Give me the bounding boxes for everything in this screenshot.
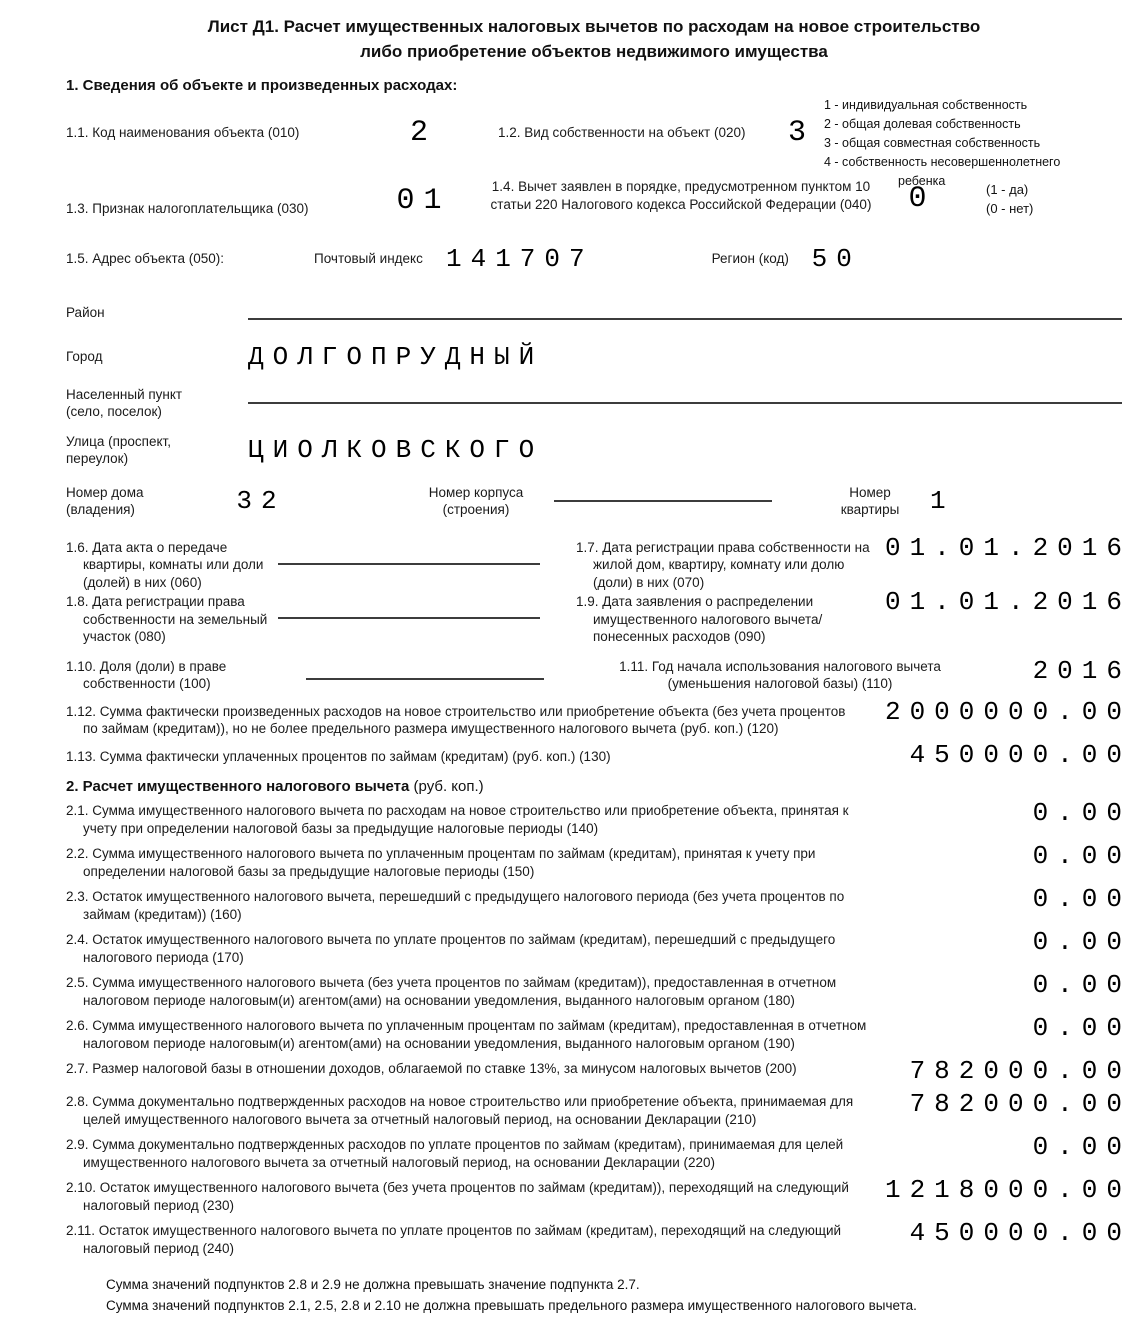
value-010[interactable]: 2 (409, 116, 437, 150)
label-170: 2.4. Остаток имущественного налогового вычета по уплате процентов по займам (кредитам), перешедший с предыдущего налогового периода (170) (66, 931, 836, 965)
value-090[interactable]: 01.01.2016 (884, 587, 1131, 617)
value-street[interactable]: ЦИОЛКОВСКОГО (248, 435, 544, 465)
value-220[interactable]: 0.00 (1032, 1131, 1131, 1162)
label-district: Район (66, 305, 105, 320)
value-020[interactable]: 3 (788, 116, 816, 150)
label-060: 1.6. Дата акта о передаче квартиры, комнаты или доли (долей) в них (060) (66, 539, 264, 590)
value-200[interactable]: 782000.00 (909, 1055, 1131, 1086)
label-180: 2.5. Сумма имущественного налогового вычета (без учета процентов по займам (кредитам)), предоставленная в отчетном налоговом периоде налоговым(и) агентом(ами) на основании уведомления, выданного налоговым органом (180) (66, 974, 837, 1008)
blank-line-080[interactable] (278, 617, 540, 619)
ownership-legend (824, 96, 1092, 191)
label-090: 1.9. Дата заявления о распределении имущественного налогового вычета/ понесенных расходов (090) (576, 594, 823, 644)
footnote-1: Сумма значений подпунктов 2.8 и 2.9 не должна превышать значение подпункта 2.7. (106, 1276, 640, 1292)
footnote-2: Сумма значений подпунктов 2.1, 2.5, 2.8 и 2.10 не должна превышать предельного размера имущественного налогового вычета. (106, 1297, 917, 1313)
value-040[interactable]: 0 (908, 182, 936, 216)
label-040: 1.4. Вычет заявлен в порядке, предусмотренном пунктом 10 статьи 220 Налогового кодекса Российской Федерации (040) (490, 179, 872, 212)
label-region-code: Регион (код) (711, 251, 789, 267)
value-city[interactable]: ДОЛГОПРУДНЫЙ (248, 341, 544, 372)
hint-no: (0 - нет) (986, 201, 1034, 216)
label-140: 2.1. Сумма имущественного налогового вычета по расходам на новое строительство или приобретение объекта, принятая к учету при определении налоговой базы за предыдущие налоговые периоды (140) (66, 802, 849, 836)
label-230: 2.10. Остаток имущественного налогового вычета (без учета процентов по займам (кредитам)), переходящий на следующий налоговый период (230) (66, 1179, 849, 1213)
value-180[interactable]: 0.00 (1032, 969, 1131, 1000)
label-150: 2.2. Сумма имущественного налогового вычета по уплаченным процентам по займам (кредитам), принятая к учету при определении налоговой базы за предыдущие налоговые периоды (150) (66, 845, 816, 879)
value-070[interactable]: 01.01.2016 (884, 532, 1131, 563)
legend-item: 1 - индивидуальная собственность (824, 98, 1028, 112)
legend-item: 4 - собственность несовершеннолетнего (824, 155, 1061, 169)
form-title-line2: либо приобретение объектов недвижимого имущества (360, 42, 828, 61)
label-110: 1.11. Год начала использования налогового вычета (уменьшения налоговой базы) (110) (619, 658, 941, 691)
label-street: Улица (проспект, переулок) (66, 433, 171, 466)
value-230[interactable]: 1218000.00 (884, 1174, 1131, 1205)
label-100: 1.10. Доля (доли) в праве собственности (100) (66, 658, 227, 691)
value-190[interactable]: 0.00 (1032, 1012, 1131, 1043)
value-170[interactable]: 0.00 (1032, 926, 1131, 957)
label-220: 2.9. Сумма документально подтвержденных расходов по уплате процентов по займам (кредитам), принимаемая для целей имущественного налогового вычета за отчетный налоговый период, на основании Декларации (220) (66, 1136, 844, 1170)
blank-line-060[interactable] (278, 563, 540, 565)
value-region-code[interactable]: 50 (811, 244, 861, 274)
label-200: 2.7. Размер налоговой базы в отношении доходов, облагаемой по ставке 13%, за минусом налоговых вычетов (200) (66, 1060, 797, 1076)
value-postal-index[interactable]: 141707 (446, 244, 594, 274)
form-title-line1: Лист Д1. Расчет имущественных налоговых вычетов по расходам на новое строительство (207, 17, 981, 36)
label-070: 1.7. Дата регистрации права собственности на жилой дом, квартиру, комнату или долю (доли) в них (070) (576, 539, 870, 590)
label-120: 1.12. Сумма фактически произведенных расходов на новое строительство или приобретение объекта (без учета процентов по займам (кредитам)), но не более предельного размера имущественного налогового вычета (руб. коп.) (120) (66, 703, 846, 736)
blank-line-100[interactable] (306, 678, 544, 680)
value-apartment-number[interactable]: 1 (930, 486, 955, 516)
value-house-number[interactable]: 32 (236, 486, 286, 516)
value-130[interactable]: 450000.00 (909, 739, 1131, 770)
label-020: 1.2. Вид собственности на объект (020) (498, 125, 746, 140)
value-210[interactable]: 782000.00 (909, 1088, 1131, 1119)
value-140[interactable]: 0.00 (1032, 797, 1131, 828)
section2-header (66, 778, 1122, 795)
label-050: 1.5. Адрес объекта (050): (66, 251, 225, 267)
label-080: 1.8. Дата регистрации права собственности на земельный участок (080) (66, 594, 268, 644)
label-190: 2.6. Сумма имущественного налогового вычета по уплаченным процентам по займам (кредитам), предоставленная в отчетном налоговом периоде налоговым(и) агентом(ами) на основании уведомления, выданного налоговым органом (190) (66, 1017, 867, 1051)
district-blank-line[interactable] (248, 318, 1122, 320)
form-title (66, 10, 1122, 64)
legend-item: 2 - общая долевая собственность (824, 117, 1021, 131)
building-blank-line[interactable] (554, 500, 772, 502)
label-city: Город (66, 348, 103, 364)
label-house-number: Номер дома (владения) (66, 484, 144, 517)
value-240[interactable]: 450000.00 (909, 1217, 1131, 1248)
label-apartment-number: Номер квартиры (840, 484, 900, 517)
section2-header-bold: 2. Расчет имущественного налогового вычета (66, 777, 410, 795)
value-160[interactable]: 0.00 (1032, 883, 1131, 914)
label-030: 1.3. Признак налогоплательщика (030) (66, 201, 309, 216)
value-150[interactable]: 0.00 (1032, 840, 1131, 871)
value-120[interactable]: 2000000.00 (884, 696, 1131, 727)
hint-yes: (1 - да) (986, 182, 1029, 197)
label-settlement: Населенный пункт (село, поселок) (66, 386, 183, 419)
label-010: 1.1. Код наименования объекта (010) (66, 125, 300, 140)
value-030[interactable]: 01 (396, 184, 451, 218)
legend-item: 3 - общая совместная собственность (824, 136, 1041, 150)
value-110[interactable]: 2016 (1032, 655, 1131, 686)
label-210: 2.8. Сумма документально подтвержденных расходов на новое строительство или приобретение объекта, принимаемая для целей имущественного налогового вычета за отчетный налоговый период, на основании Декларации (210) (66, 1093, 854, 1127)
legend-item: ребенка (898, 174, 946, 188)
section1-header: 1. Сведения об объекте и произведенных расходах: (66, 77, 458, 94)
label-130: 1.13. Сумма фактически уплаченных процентов по займам (кредитам) (руб. коп.) (130) (66, 748, 611, 764)
section2-header-units: (руб. коп.) (413, 777, 484, 795)
label-building-number: Номер корпуса (строения) (428, 484, 524, 517)
label-240: 2.11. Остаток имущественного налогового вычета по уплате процентов по займам (кредитам), переходящий на следующий налоговый период (240) (66, 1222, 842, 1256)
settlement-blank-line[interactable] (248, 402, 1122, 404)
label-postal-index: Почтовый индекс (314, 251, 423, 267)
label-160: 2.3. Остаток имущественного налогового вычета, перешедший с предыдущего налогового периода (без учета процентов по займам (кредитам)) (160) (66, 888, 845, 922)
